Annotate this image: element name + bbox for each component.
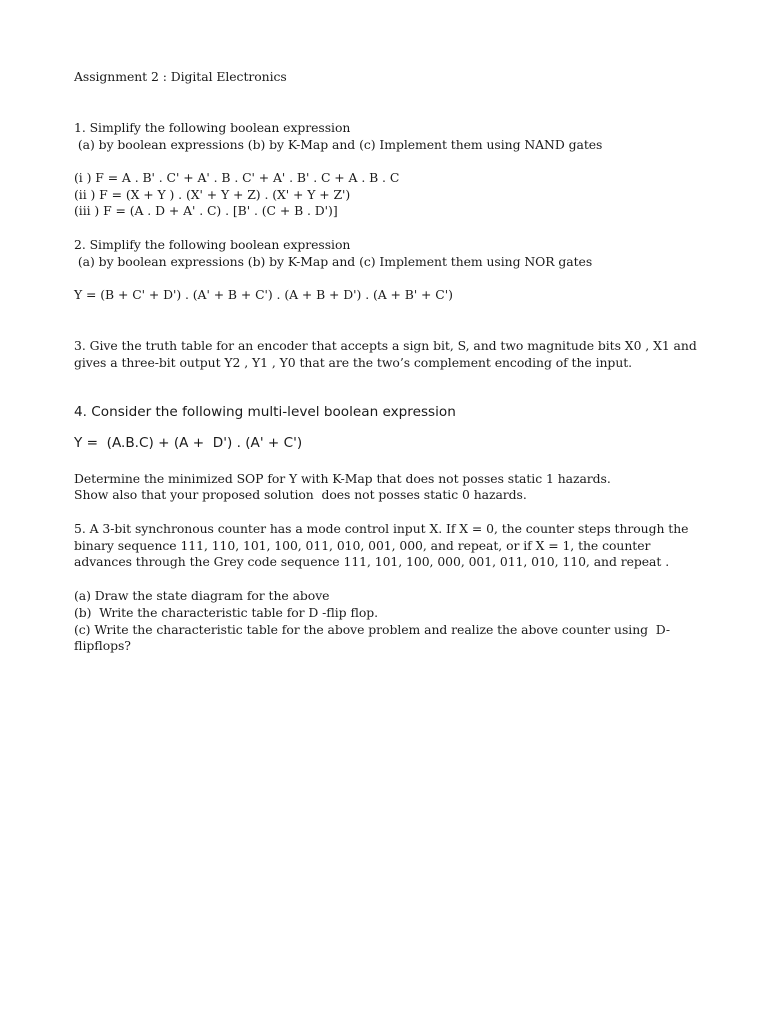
q1-heading: 1. Simplify the following boolean expression: [74, 120, 351, 135]
q1-instruction: (a) by boolean expressions (b) by K-Map and (c) Implement them using NAND gates: [74, 137, 603, 152]
q1-part-i: (i ) F = A . B' . C' + A' . B . C' + A' . B' . C + A . B . C: [74, 170, 400, 185]
q5-subpart-c-continued: flipflops?: [74, 638, 131, 653]
q5-line-3: advances through the Grey code sequence 111, 101, 100, 000, 001, 011, 010, 110, and repeat .: [74, 554, 670, 569]
q2-expression: Y = (B + C' + D') . (A' + B + C') . (A + B + D') . (A + B' + C'): [74, 287, 453, 302]
q3-line-1: 3. Give the truth table for an encoder that accepts a sign bit, S, and two magnitude bits X0 , X1 and: [74, 338, 697, 353]
q5-subpart-a: (a) Draw the state diagram for the above: [74, 588, 330, 603]
q4-line-1: Determine the minimized SOP for Y with K-Map that does not posses static 1 hazards.: [74, 471, 611, 486]
q1-part-ii: (ii ) F = (X + Y ) . (X' + Y + Z) . (X' + Y + Z'): [74, 187, 351, 202]
q5-subpart-b: (b) Write the characteristic table for D -flip flop.: [74, 605, 379, 620]
q5-line-1: 5. A 3-bit synchronous counter has a mode control input X. If X = 0, the counter steps through the: [74, 521, 689, 536]
q1-part-iii: (iii ) F = (A . D + A' . C) . [B' . (C + B . D')]: [74, 203, 338, 218]
q2-instruction: (a) by boolean expressions (b) by K-Map and (c) Implement them using NOR gates: [74, 254, 593, 269]
q4-line-2: Show also that your proposed solution does not posses static 0 hazards.: [74, 487, 527, 502]
q5-subpart-c: (c) Write the characteristic table for the above problem and realize the above counter using D-: [74, 622, 671, 637]
document-page: [74, 0, 697, 1024]
q2-heading: 2. Simplify the following boolean expression: [74, 237, 351, 252]
q4-heading: 4. Consider the following multi-level boolean expression: [74, 404, 456, 420]
q3-line-2: gives a three-bit output Y2 , Y1 , Y0 that are the two’s complement encoding of the input.: [74, 355, 633, 370]
q5-line-2: binary sequence 111, 110, 101, 100, 011, 010, 001, 000, and repeat, or if X = 1, the counter: [74, 538, 651, 553]
document-title: Assignment 2 : Digital Electronics: [74, 69, 287, 84]
q4-expression: Y = (A.B.C) + (A + D') . (A' + C'): [74, 435, 303, 451]
